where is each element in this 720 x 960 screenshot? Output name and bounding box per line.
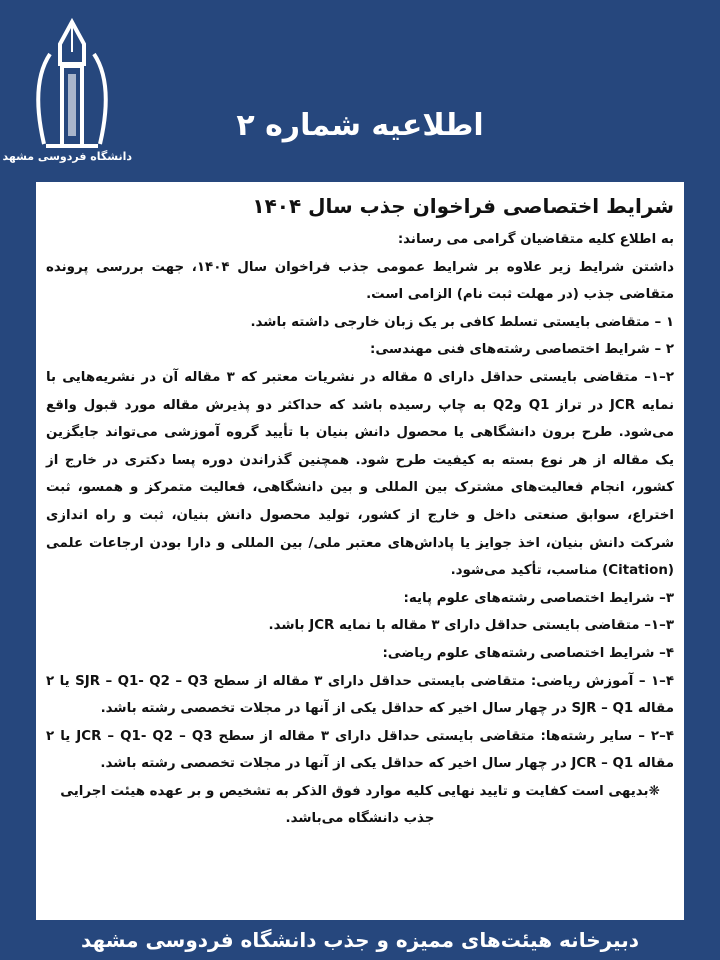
item-3-1: ۳–۱– متقاضی بایستی حداقل دارای ۳ مقاله با نمایه JCR باشد. <box>268 618 674 634</box>
university-logo <box>2 14 132 174</box>
greeting-text: به اطلاع کلیه متقاضیان گرامی می رساند: <box>397 232 674 247</box>
item-4-2: ۴–۲ – سایر رشته‌ها: متقاضی بایستی حداقل دارای ۳ مقاله از سطح JCR – Q1- Q2 – Q3 یا ۲ مقاله JCR – Q1 در چهار سال اخیر که حداقل یکی از آنها در مجلات تخصصی رشته باشد. <box>46 728 674 772</box>
footer-text: دبیرخانه هیئت‌های ممیزه و جذب دانشگاه فردوسی مشهد <box>80 928 639 952</box>
document-title: شرایط اختصاصی فراخوان جذب سال ۱۴۰۴ <box>252 194 674 218</box>
logo-caption: دانشگاه فردوسی مشهد <box>2 150 132 163</box>
announcement-panel <box>36 182 684 920</box>
closing-note: ❋بدیهی است کفایت و تایید نهایی کلیه موارد فوق الذکر به تشخیص و بر عهده هیئت اجرایی جذب دانشگاه می‌باشد. <box>60 783 660 827</box>
intro-paragraph: داشتن شرایط زیر علاوه بر شرایط عمومی جذب فراخوان سال ۱۴۰۴، جهت بررسی پرونده متقاضی جذب (در مهلت ثبت نام) الزامی است. <box>46 259 674 303</box>
announcement-title: اطلاعیه شماره ۲ <box>236 108 484 143</box>
item-1: ۱ – متقاضی بایستی تسلط کافی بر یک زبان خارجی داشته باشد. <box>250 314 674 330</box>
item-4-title: ۴– شرایط اختصاصی رشته‌های علوم ریاضی: <box>382 645 674 661</box>
item-3-title: ۳– شرایط اختصاصی رشته‌های علوم پایه: <box>403 590 674 606</box>
item-2-1: ۲–۱– متقاضی بایستی حداقل دارای ۵ مقاله در نشریات معتبر که ۳ مقاله آن در نشریه‌هایی با نمایه JCR در تراز Q1 وQ2 به چاپ رسیده باشد که حداکثر دو پذیرش مقاله مورد قبول واقع می‌شود. طرح برون دانشگاهی یا محصول دانش بنیان با تأیید گروه آموزشی می‌تواند جایگزین یک مقاله از هر نوع بسته به کیفیت طرح شود. همچنین گذراندن دوره پسا دکتری در خارج از کشور، انجام فعالیت‌های مشترک بین المللی و بین دانشگاهی، فعالیت متمرکز و همسو، ثبت اختراع، سوابق صنعتی داخل و خارج از کشور، تولید محصول دانش بنیان، ثبت و راه اندازی شرکت دانش بنیان، اخذ جوایز یا پاداش‌های معتبر ملی/ بین المللی و دارا بودن ارجاعات علمی (Citation) مناسب، تأکید می‌شود. <box>46 369 674 579</box>
item-4-1: ۴–۱ – آموزش ریاضی: متقاضی بایستی حداقل دارای ۳ مقاله از سطح SJR – Q1- Q2 – Q3 یا ۲ مقاله SJR – Q1 در چهار سال اخیر که حداقل یکی از آنها در مجلات تخصصی رشته باشد. <box>46 673 675 717</box>
item-2-title: ۲ – شرایط اختصاصی رشته‌های فنی مهندسی: <box>370 342 674 358</box>
